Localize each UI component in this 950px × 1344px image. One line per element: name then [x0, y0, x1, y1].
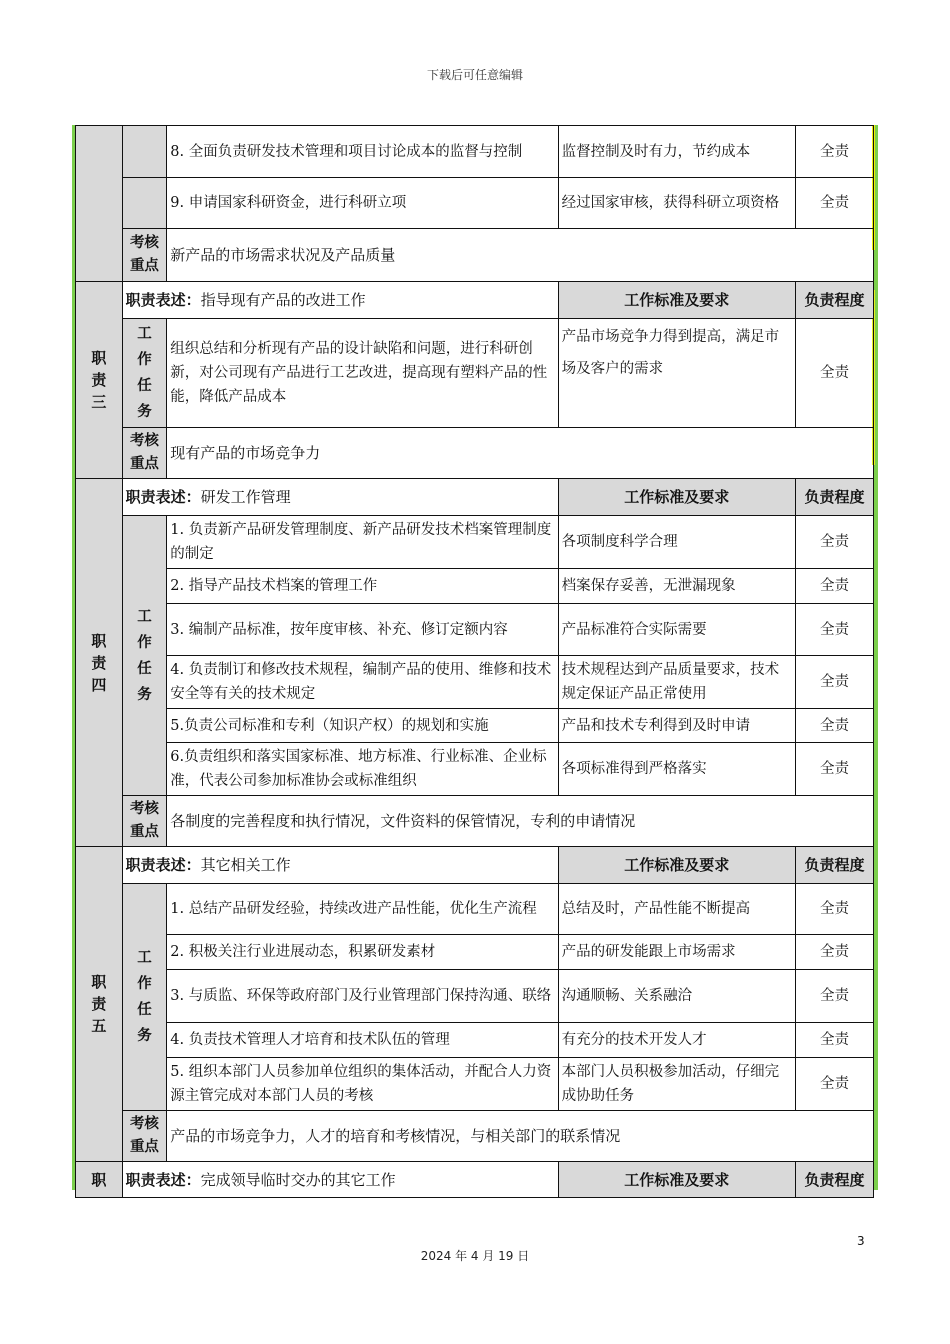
review-label: 考核重点 — [122, 796, 167, 847]
duty6-description: 职责表述：完成领导临时交办的其它工作 — [122, 1162, 558, 1198]
standard-cell: 产品的研发能跟上市场需求 — [558, 935, 795, 970]
task-cell: 6.负责组织和落实国家标准、地方标准、行业标准、企业标准，代表公司参加标准协会或标准组织 — [167, 743, 558, 796]
table-row — [76, 1023, 874, 1058]
standard-header: 工作标准及要求 — [558, 847, 795, 884]
table-row — [76, 743, 874, 796]
standard-cell: 技术规程达到产品质量要求，技术规定保证产品正常使用 — [558, 656, 795, 709]
review-cell: 新产品的市场需求状况及产品质量 — [167, 229, 874, 282]
table-row — [76, 319, 874, 428]
standard-cell: 产品市场竞争力得到提高，满足市场及客户的需求 — [558, 319, 795, 428]
duty-table — [75, 125, 874, 1198]
duty3-description: 职责表述：指导现有产品的改进工作 — [122, 282, 558, 319]
right-border-line — [874, 125, 878, 1190]
task-cell: 5. 组织本部门人员参加单位组织的集体活动，并配合人力资源主管完成对本部门人员的考核 — [167, 1058, 558, 1111]
review-label: 考核重点 — [122, 229, 167, 282]
standard-header: 工作标准及要求 — [558, 479, 795, 516]
standard-cell: 沟通顺畅、关系融洽 — [558, 970, 795, 1023]
standard-cell: 监督控制及时有力，节约成本 — [558, 126, 795, 178]
footer-date: 2024 年 4 月 19 日 — [420, 1249, 530, 1263]
level-cell: 全责 — [795, 1058, 873, 1111]
standard-cell: 产品标准符合实际需要 — [558, 604, 795, 656]
table-row — [76, 516, 874, 569]
table-row — [76, 569, 874, 604]
table-row — [76, 428, 874, 479]
duty6-label: 职 — [76, 1162, 123, 1198]
level-cell: 全责 — [795, 935, 873, 970]
table-row — [76, 1162, 874, 1198]
level-cell: 全责 — [795, 516, 873, 569]
page-header: 下载后可任意编辑 — [426, 68, 523, 82]
standard-cell: 各项标准得到严格落实 — [558, 743, 795, 796]
standard-cell: 经过国家审核，获得科研立项资格 — [558, 178, 795, 229]
level-cell: 全责 — [795, 884, 873, 935]
task-cell: 2. 积极关注行业进展动态，积累研发素材 — [167, 935, 558, 970]
standard-cell: 各项制度科学合理 — [558, 516, 795, 569]
task-label: 工 作 任 务 — [122, 884, 167, 1111]
standard-cell: 本部门人员积极参加活动，仔细完成协助任务 — [558, 1058, 795, 1111]
standard-cell: 产品和技术专利得到及时申请 — [558, 709, 795, 743]
table-row — [76, 178, 874, 229]
task-cell: 8. 全面负责研发技术管理和项目讨论成本的监督与控制 — [167, 126, 558, 178]
table-row — [76, 796, 874, 847]
level-header: 负责程度 — [795, 282, 873, 319]
task-label-cell — [122, 178, 167, 229]
level-header: 负责程度 — [795, 479, 873, 516]
task-cell: 9. 申请国家科研资金，进行科研立项 — [167, 178, 558, 229]
level-header: 负责程度 — [795, 1162, 873, 1198]
duty3-label: 职 责 三 — [76, 282, 123, 479]
table-row — [76, 126, 874, 178]
table-row — [76, 1058, 874, 1111]
table-row — [76, 282, 874, 319]
level-cell: 全责 — [795, 569, 873, 604]
task-label-cell — [122, 126, 167, 178]
task-cell: 组织总结和分析现有产品的设计缺陷和问题，进行科研创新，对公司现有产品进行工艺改进，提高现有塑料产品的性能，降低产品成本 — [167, 319, 558, 428]
page-number: 3 — [857, 1234, 865, 1248]
task-cell: 1. 总结产品研发经验，持续改进产品性能，优化生产流程 — [167, 884, 558, 935]
duty4-label: 职 责 四 — [76, 479, 123, 847]
review-label: 考核重点 — [122, 1111, 167, 1162]
level-header: 负责程度 — [795, 847, 873, 884]
task-cell: 5.负责公司标准和专利（知识产权）的规划和实施 — [167, 709, 558, 743]
table-row — [76, 847, 874, 884]
review-cell: 现有产品的市场竞争力 — [167, 428, 874, 479]
duty5-label: 职 责 五 — [76, 847, 123, 1162]
section-label-cell — [76, 126, 123, 282]
review-cell: 各制度的完善程度和执行情况，文件资料的保管情况，专利的申请情况 — [167, 796, 874, 847]
level-cell: 全责 — [795, 656, 873, 709]
task-label: 工 作 任 务 — [122, 516, 167, 796]
level-cell: 全责 — [795, 604, 873, 656]
duty-table-wrapper — [75, 125, 874, 1188]
task-cell: 4. 负责制订和修改技术规程，编制产品的使用、维修和技术安全等有关的技术规定 — [167, 656, 558, 709]
task-cell: 4. 负责技术管理人才培育和技术队伍的管理 — [167, 1023, 558, 1058]
table-row — [76, 884, 874, 935]
table-row — [76, 709, 874, 743]
level-cell: 全责 — [795, 743, 873, 796]
standard-cell: 总结及时，产品性能不断提高 — [558, 884, 795, 935]
table-row — [76, 1111, 874, 1162]
level-cell: 全责 — [795, 970, 873, 1023]
level-cell: 全责 — [795, 1023, 873, 1058]
table-row — [76, 604, 874, 656]
table-row — [76, 935, 874, 970]
review-cell: 产品的市场竞争力，人才的培育和考核情况，与相关部门的联系情况 — [167, 1111, 874, 1162]
duty5-description: 职责表述：其它相关工作 — [122, 847, 558, 884]
task-cell: 2. 指导产品技术档案的管理工作 — [167, 569, 558, 604]
table-row — [76, 479, 874, 516]
table-row — [76, 970, 874, 1023]
level-cell: 全责 — [795, 709, 873, 743]
standard-header: 工作标准及要求 — [558, 1162, 795, 1198]
table-row — [76, 229, 874, 282]
table-row — [76, 656, 874, 709]
task-cell: 3. 编制产品标准，按年度审核、补充、修订定额内容 — [167, 604, 558, 656]
standard-cell: 档案保存妥善，无泄漏现象 — [558, 569, 795, 604]
duty4-description: 职责表述：研发工作管理 — [122, 479, 558, 516]
standard-header: 工作标准及要求 — [558, 282, 795, 319]
task-cell: 1. 负责新产品研发管理制度、新产品研发技术档案管理制度的制定 — [167, 516, 558, 569]
level-cell: 全责 — [795, 126, 873, 178]
task-cell: 3. 与质监、环保等政府部门及行业管理部门保持沟通、联络 — [167, 970, 558, 1023]
review-label: 考核重点 — [122, 428, 167, 479]
task-label: 工 作 任 务 — [122, 319, 167, 428]
standard-cell: 有充分的技术开发人才 — [558, 1023, 795, 1058]
level-cell: 全责 — [795, 178, 873, 229]
level-cell: 全责 — [795, 319, 873, 428]
